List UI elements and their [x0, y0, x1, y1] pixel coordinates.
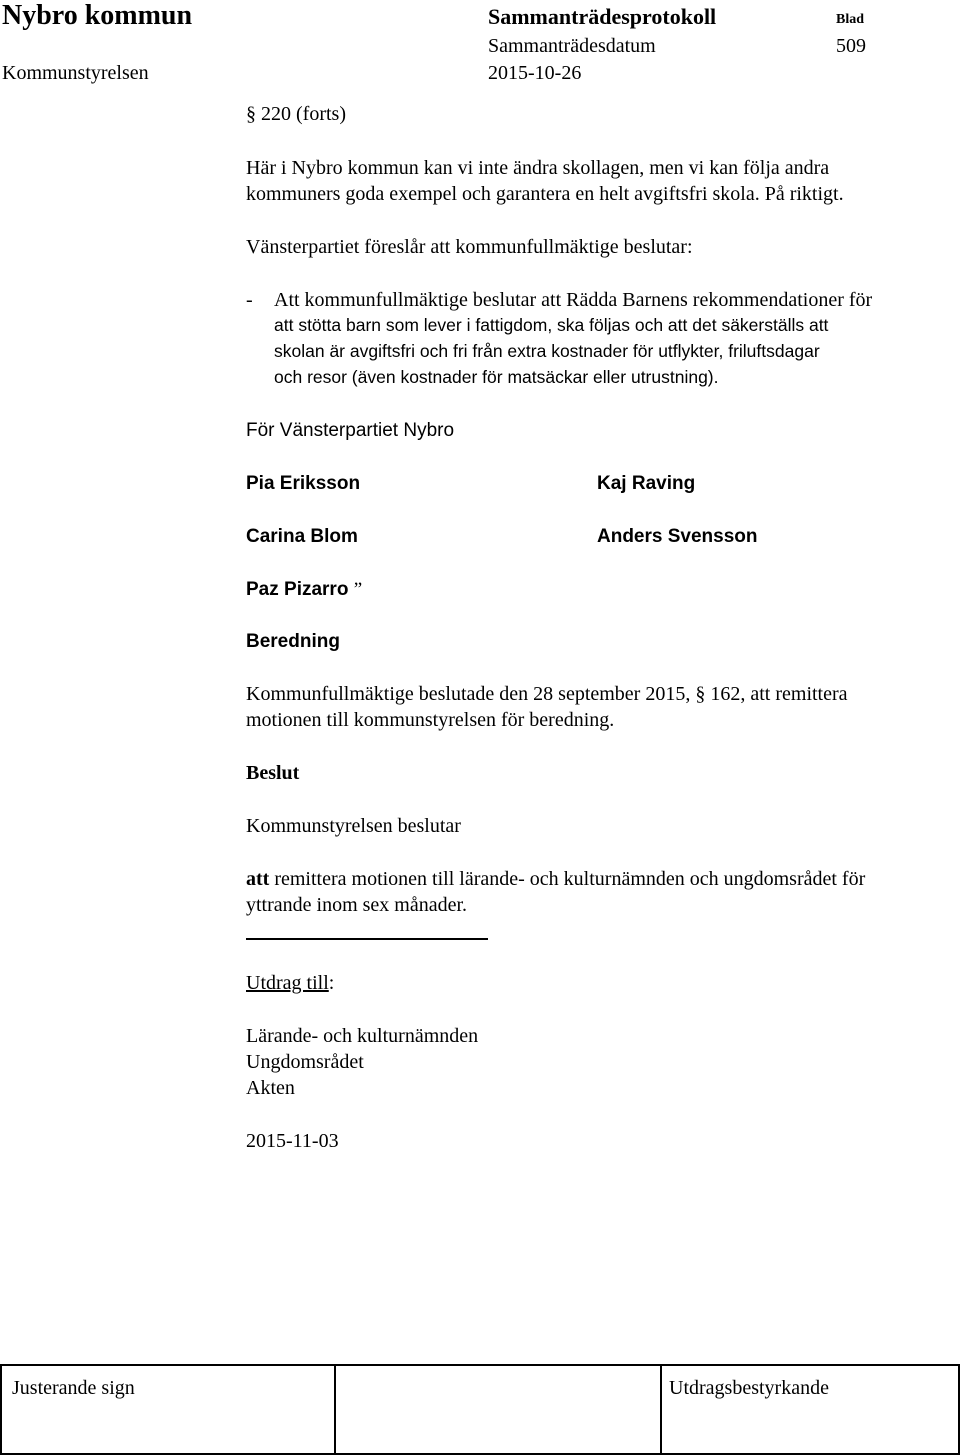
beredning-line-2: motionen till kommunstyrelsen för beredning.	[246, 709, 615, 731]
att-label: att	[246, 868, 270, 890]
signatory-name: Pia Eriksson	[246, 473, 361, 494]
recipient: Akten	[246, 1077, 295, 1099]
utdragsbestyrkande-label: Utdragsbestyrkande	[669, 1377, 829, 1399]
proposal-line-3: skolan är avgiftsfri och fri från extra kostnader för utflykter, friluftsdagar	[274, 341, 820, 361]
beslut-line-1-text: remittera motionen till lärande- och kulturnämnden och ungdomsrådet för	[274, 868, 866, 890]
signatory-name-last	[246, 580, 362, 599]
signatory-name: Paz Pizarro	[246, 579, 349, 600]
quote-mark: ”	[353, 579, 363, 600]
footer-divider	[660, 1366, 662, 1453]
for-label: För Vänsterpartiet Nybro	[246, 420, 455, 441]
separator-rule	[246, 938, 488, 940]
date-label: Sammanträdesdatum	[488, 35, 656, 57]
proposal-line-2: att stötta barn som lever i fattigdom, ska följas och att det säkerställs att	[274, 315, 829, 335]
footer-box	[0, 1364, 960, 1455]
org-name: Nybro kommun	[2, 0, 193, 31]
beslut-line-2: yttrande inom sex månader.	[246, 894, 468, 916]
blad-label: Blad	[836, 12, 865, 27]
intro-line-2: kommuners goda exempel och garantera en helt avgiftsfri skola. På riktigt.	[246, 183, 844, 205]
section-sign: §	[695, 683, 706, 705]
recipient: Lärande- och kulturnämnden	[246, 1025, 479, 1047]
signatory-name: Kaj Raving	[597, 473, 696, 494]
recipient: Ungdomsrådet	[246, 1051, 364, 1073]
beredning-line-1	[246, 684, 848, 704]
beslut-line-1	[246, 869, 865, 889]
beredning-heading: Beredning	[246, 631, 340, 652]
beslut-heading: Beslut	[246, 762, 300, 784]
section-sign: §	[246, 103, 256, 125]
justerande-sign-label: Justerande sign	[12, 1377, 135, 1399]
utdrag-label-text: Utdrag till	[246, 972, 329, 994]
proposal-dash: -	[246, 289, 253, 311]
page-number: 509	[836, 35, 866, 57]
doc-type: Sammanträdesprotokoll	[488, 4, 717, 29]
beslut-intro: Kommunstyrelsen beslutar	[246, 815, 461, 837]
proposal-lead: Vänsterpartiet föreslår att kommunfullmäktige beslutar:	[246, 236, 693, 258]
section-ref	[246, 104, 346, 124]
utdrag-colon: :	[328, 972, 335, 994]
footer-divider	[334, 1366, 336, 1453]
utdrag-label	[246, 973, 334, 993]
body-name: Kommunstyrelsen	[2, 62, 149, 84]
proposal-line-1: Att kommunfullmäktige beslutar att Rädda Barnens rekommendationer för	[274, 289, 873, 311]
utdrag-date: 2015-11-03	[246, 1130, 339, 1152]
intro-line-1: Här i Nybro kommun kan vi inte ändra skollagen, men vi kan följa andra	[246, 157, 830, 179]
meeting-date: 2015-10-26	[488, 62, 582, 84]
section-ref-text: 220 (forts)	[261, 103, 346, 125]
signatory-name: Carina Blom	[246, 526, 358, 547]
beredning-line-1-pre: Kommunfullmäktige beslutade den 28 september 2015,	[246, 683, 691, 705]
beredning-line-1-post: 162, att remittera	[710, 683, 848, 705]
signatory-name: Anders Svensson	[597, 526, 758, 547]
proposal-line-4: och resor (även kostnader för matsäckar eller utrustning).	[274, 367, 719, 387]
